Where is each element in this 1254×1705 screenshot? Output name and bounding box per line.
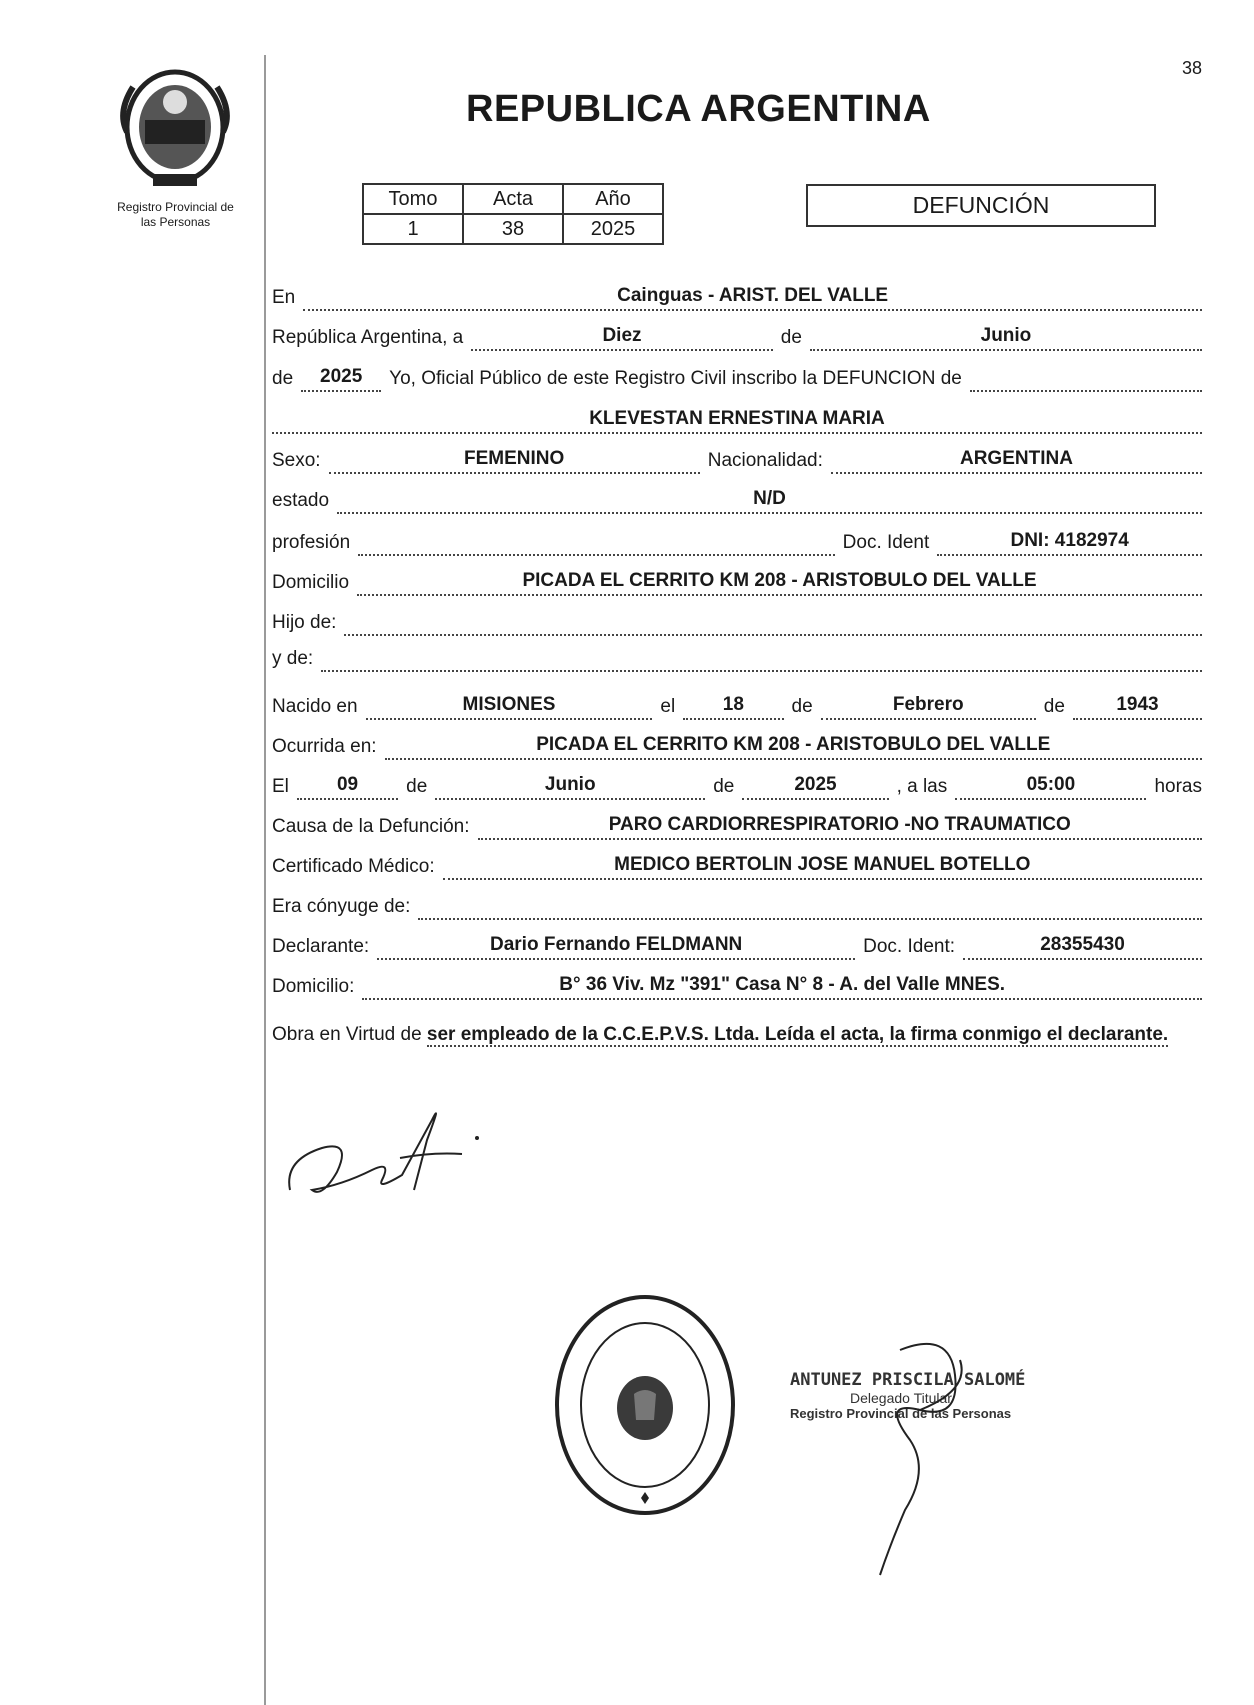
obra-paragraph [272,1020,1202,1049]
row-domicilio [272,562,1202,596]
def-de-label-1: de [406,776,428,797]
de-label: de [780,327,802,348]
nac-anio-value: 1943 [1073,694,1202,720]
official-name: ANTUNEZ PRISCILA SALOMÉ [790,1370,1026,1390]
row-estado [272,480,1202,514]
official-signature-icon [860,1330,980,1580]
row-ocurrida [272,726,1202,760]
margin-divider [264,55,266,1705]
causa-value: PARO CARDIORRESPIRATORIO -NO TRAUMATICO [478,814,1202,840]
declarante-label: Declarante: [272,936,370,957]
el-label-2: El [272,776,289,797]
official-role: Delegado Titular [850,1390,952,1406]
alas-label: , a las [896,776,948,797]
hijo-label: Hijo de: [272,612,337,633]
mes-value: Junio [810,325,1202,351]
nac-de-label-2: de [1043,696,1065,717]
page-title: REPUBLICA ARGENTINA [466,88,931,130]
def-de-label-2: de [713,776,735,797]
decl-dom-value: B° 36 Viv. Mz "391" Casa N° 8 - A. del Valle MNES. [362,974,1202,1000]
decl-doc-value: 28355430 [963,934,1202,960]
ocurrida-label: Ocurrida en: [272,736,377,757]
registry-office-seal-icon [550,1290,740,1520]
causa-label: Causa de la Defunción: [272,816,470,837]
hijo-value [344,610,1202,636]
en-value: Cainguas - ARIST. DEL VALLE [303,285,1202,311]
def-mes-value: Junio [435,774,705,800]
nacionalidad-value: ARGENTINA [831,448,1202,474]
tomo-header: Tomo [363,184,463,214]
acta-value: 38 [463,214,563,244]
nac-dia-value: 18 [683,694,783,720]
row-fecha [272,317,1202,351]
nombre-value: KLEVESTAN ERNESTINA MARIA [272,408,1202,434]
dia-value: Diez [471,325,773,351]
decl-dom-label: Domicilio: [272,976,355,997]
row-profesion [272,522,1202,556]
el-label: el [660,696,676,717]
inscribo-blank [970,366,1202,392]
registry-table [362,183,664,245]
anio-record-value: 2025 [301,366,381,392]
anio-label: de [272,368,294,389]
conyuge-value [418,894,1202,920]
row-declarante [272,926,1202,960]
row-conyuge [272,886,1202,920]
obra-text: ser empleado de la C.C.E.P.V.S. Ltda. Leída el acta, la firma conmigo el declarante. [426,1024,1169,1045]
def-dia-value: 09 [297,774,398,800]
row-defuncion-fecha [272,766,1202,800]
acta-header: Acta [463,184,563,214]
en-label: En [272,287,296,308]
yde-value [321,646,1202,672]
tomo-value: 1 [363,214,463,244]
profesion-label: profesión [272,532,351,553]
nacido-label: Nacido en [272,696,358,717]
row-hijo [272,602,1202,636]
republica-label: República Argentina, a [272,327,464,348]
nac-de-label-1: de [791,696,813,717]
estado-value: N/D [337,488,1202,514]
certificado-label: Certificado Médico: [272,856,435,877]
row-certificado [272,846,1202,880]
province-seal-icon [115,62,235,192]
hora-value: 05:00 [955,774,1146,800]
inscribo-text: Yo, Oficial Público de este Registro Civil inscribo la DEFUNCION de [389,368,962,389]
def-anio-value: 2025 [742,774,888,800]
registry-caption-line-2: las Personas [140,215,211,229]
anio-header: Año [563,184,663,214]
row-nacido [272,686,1202,720]
sexo-value: FEMENINO [329,448,700,474]
decl-doc-label: Doc. Ident: [863,936,956,957]
doc-label: Doc. Ident [842,532,930,553]
registry-caption [88,200,263,230]
page-number: 38 [1181,58,1202,78]
row-sexo [272,440,1202,474]
declarante-value: Dario Fernando FELDMANN [377,934,855,960]
domicilio-label: Domicilio [272,572,350,593]
nacionalidad-label: Nacionalidad: [707,450,823,471]
nacido-en-value: MISIONES [366,694,653,720]
row-yde [272,638,1202,672]
obra-label: Obra en Virtud de [272,1024,422,1045]
anio-value: 2025 [563,214,663,244]
doc-value: DNI: 4182974 [937,530,1202,556]
sexo-label: Sexo: [272,450,321,471]
row-decl-domicilio [272,966,1202,1000]
registry-caption-line-1: Registro Provincial de [117,200,234,214]
document-type-box: DEFUNCIÓN [806,184,1156,227]
yde-label: y de: [272,648,314,669]
horas-label: horas [1154,776,1202,797]
row-nombre [272,400,1202,434]
profesion-value [358,530,835,556]
ocurrida-value: PICADA EL CERRITO KM 208 - ARISTOBULO DEL VALLE [385,734,1202,760]
domicilio-value: PICADA EL CERRITO KM 208 - ARISTOBULO DEL VALLE [357,570,1202,596]
row-causa [272,806,1202,840]
certificado-value: MEDICO BERTOLIN JOSE MANUEL BOTELLO [443,854,1202,880]
declarant-signature-icon [282,1080,492,1210]
estado-label: estado [272,490,330,511]
official-organization: Registro Provincial de las Personas [790,1406,1012,1421]
conyuge-label: Era cónyuge de: [272,896,411,917]
nac-mes-value: Febrero [821,694,1036,720]
row-inscribo [272,358,1202,392]
row-en [272,277,1202,311]
